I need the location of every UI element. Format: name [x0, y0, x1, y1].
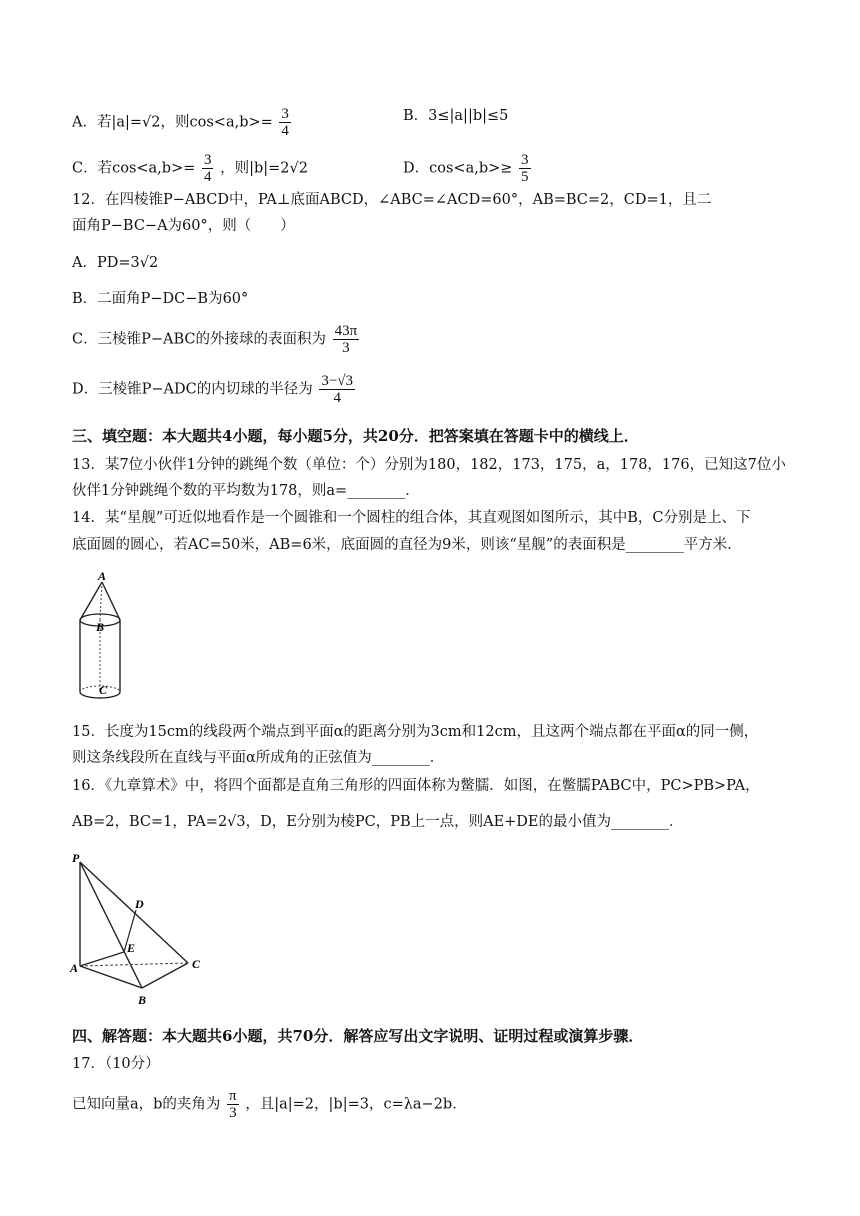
q16-label-a: A [70, 961, 79, 975]
q15-line2: 则这条线段所在直线与平面α所成角的正弦值为________． [72, 750, 445, 766]
q17-stem-pre: 已知向量a，b的夹角为 [72, 1096, 221, 1113]
q12-stem-line2: 面角P−BC−A为60°，则（ ） [72, 218, 295, 234]
q11-option-a-fraction: $\frac{3}{4}$ [281, 106, 289, 139]
q14-label-b: B [96, 620, 105, 634]
q11-option-c-fraction: $\frac{3}{4}$ [203, 152, 212, 185]
q11-option-a [72, 106, 293, 139]
q16-line2: AB=2，BC=1，PA=2√3，D，E分别为棱PC，PB上一点，则AE+DE的最小值为________． [72, 814, 684, 830]
q16-label-p: P [72, 851, 80, 865]
q12-option-c-fraction: $\frac{43\pi}{3}$ [334, 323, 358, 356]
q16-label-c: C [192, 957, 201, 971]
q12-option-c [72, 323, 361, 356]
q15-line1: 15．长度为15cm的线段两个端点到平面α的距离分别为3cm和12cm，且这两个端点都在平面α的同一侧， [72, 724, 759, 740]
q12-option-a: A．PD=3√2 [72, 255, 159, 271]
q11-option-b-text: B．3≤|a||b|≤5 [403, 108, 509, 124]
q17-stem [72, 1088, 467, 1121]
q11-option-d-fraction: $\frac{3}{5}$ [521, 152, 529, 185]
q17-stem-post: ，且|a|=2，|b|=3，c=λa−2b． [245, 1096, 467, 1113]
q16-label-d: D [135, 897, 144, 911]
q11-option-d [403, 152, 533, 185]
section-4-heading: 四、解答题：本大题共6小题，共70分．解答应写出文字说明、证明过程或演算步骤． [72, 1027, 644, 1045]
q14-label-a: A [98, 570, 107, 583]
q12-stem-line1: 12．在四棱锥P−ABCD中，PA⊥底面ABCD，∠ABC=∠ACD=60°，AB=BC=2，CD=1，且二 [72, 192, 712, 208]
q16-label-b: B [138, 993, 147, 1007]
q14-line1: 14．某“星舰”可近似地看作是一个圆锥和一个圆柱的组合体，其直观图如图所示，其中B，C分别是上、下 [72, 510, 751, 526]
q13-line1: 13．某7位小伙伴1分钟的跳绳个数（单位：个）分别为180，182，173，175，a，178，176，已知这7位小 [72, 457, 786, 473]
q16-figure-tetrahedron [68, 848, 208, 1008]
q16-label-e: E [127, 941, 136, 955]
q14-figure-cone-cylinder [68, 570, 128, 704]
q11-option-c-text: C．若cos<a,b>= [72, 160, 196, 177]
q12-option-b: B．二面角P−DC−B为60° [72, 291, 249, 307]
q12-option-d [72, 373, 357, 406]
q17-score: 17．（10分） [72, 1056, 160, 1072]
q11-option-b [403, 106, 508, 126]
q14-line2: 底面圆的圆心，若AC=50米，AB=6米，底面圆的直径为9米，则该“星舰”的表面积是________平方米． [72, 537, 742, 553]
q11-option-c-tail: ，则|b|=2√2 [220, 160, 308, 177]
q13-line2: 伙伴1分钟跳绳个数的平均数为178，则a=________． [72, 483, 420, 499]
q14-label-c: C [99, 683, 108, 697]
q11-option-a-text: A．若|a|=√2，则cos<a,b>= [72, 114, 273, 131]
q17-stem-fraction: $\frac{\pi}{3}$ [229, 1088, 237, 1121]
q16-line1: 16．《九章算术》中，将四个面都是直角三角形的四面体称为鳖臑．如图，在鳖臑PABC中，PC>PB>PA， [72, 778, 760, 794]
section-3-heading: 三、填空题：本大题共4小题，每小题5分，共20分．把答案填在答题卡中的横线上． [72, 427, 639, 445]
q12-option-d-text: D．三棱锥P−ADC的内切球的半径为 [72, 381, 313, 398]
q12-option-d-fraction: $\frac{3-√3}{4}$ [321, 373, 354, 406]
q12-option-c-text: C．三棱锥P−ABC的外接球的表面积为 [72, 331, 326, 348]
q11-option-c [72, 152, 308, 185]
q11-option-d-text: D．cos<a,b>≥ [403, 160, 513, 177]
